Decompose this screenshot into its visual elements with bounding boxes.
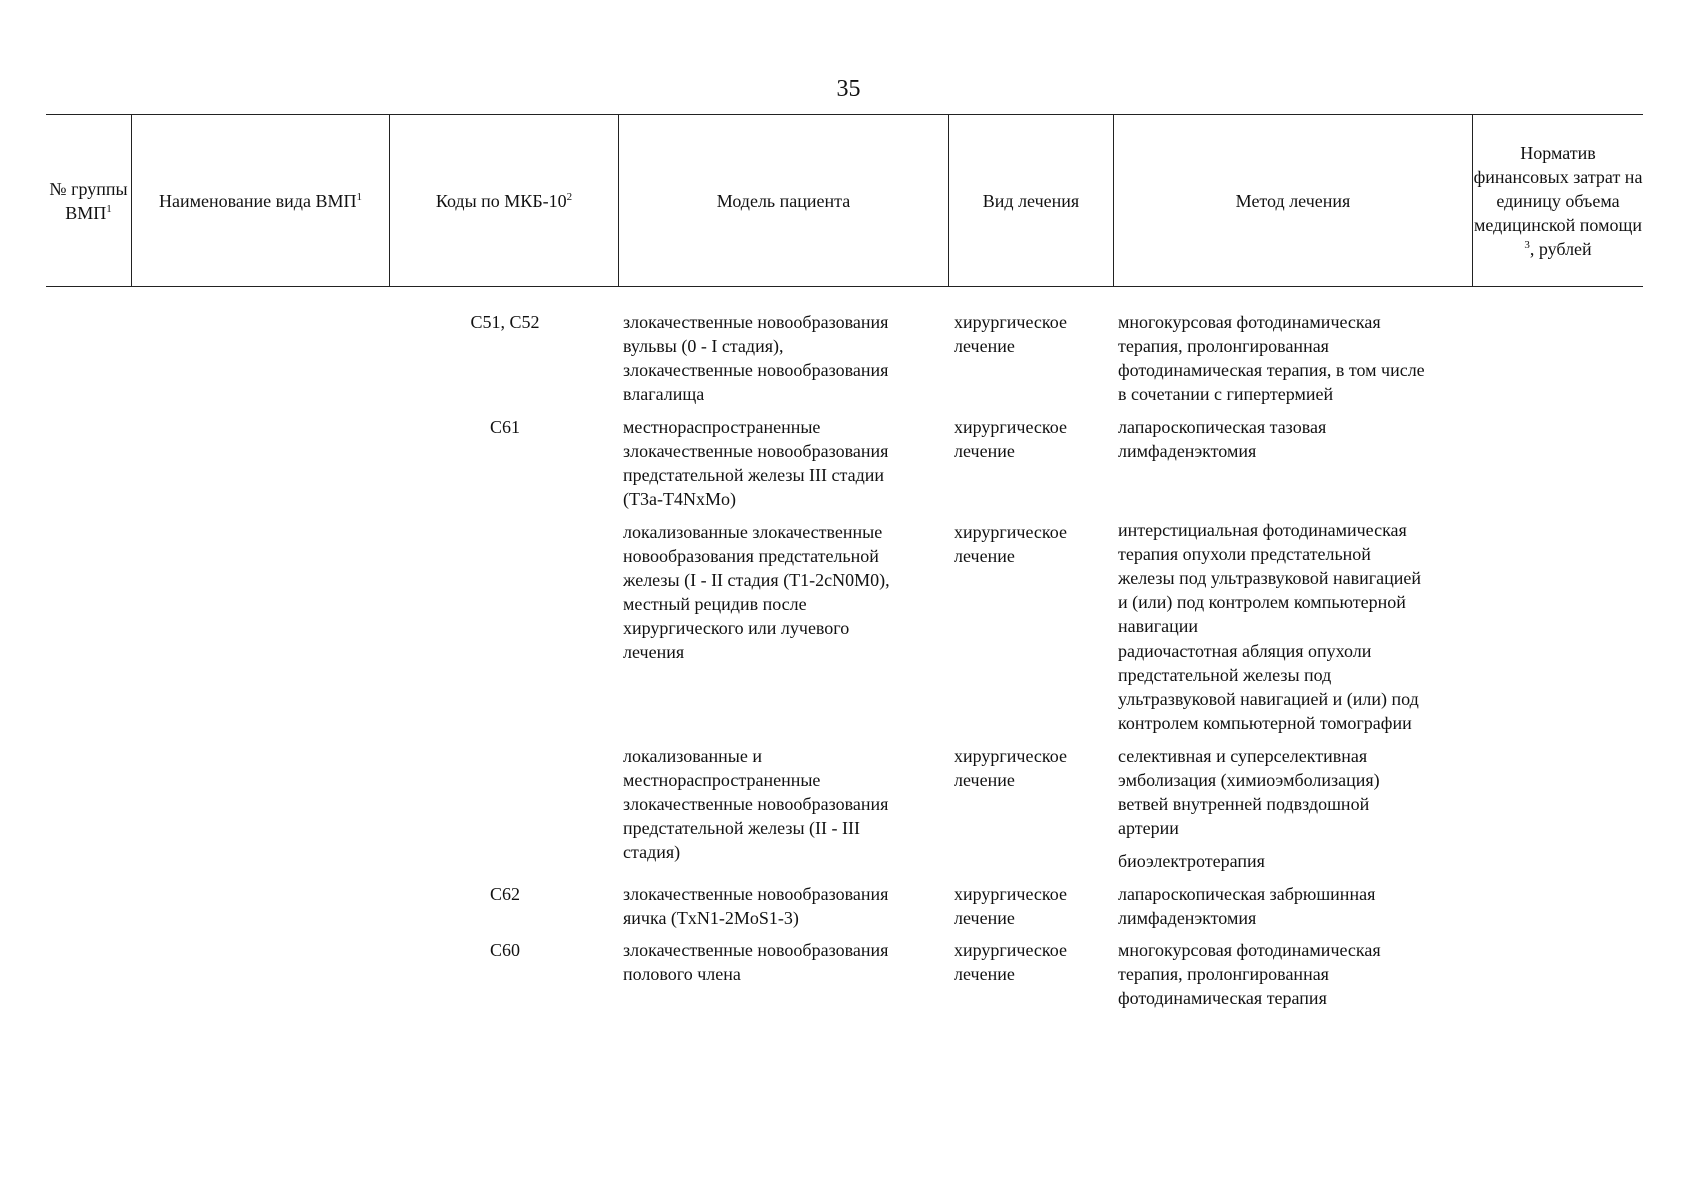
header-treatment-type-label: Вид лечения xyxy=(982,190,1080,211)
table-cell-code: C62 xyxy=(489,884,520,904)
table-cell-treatment-type: хирургическое лечение xyxy=(954,522,1067,566)
header-vmp-name-label: Наименование вида ВМП xyxy=(159,190,357,211)
header-icd-codes-label: Коды по МКБ-10 xyxy=(435,190,567,211)
footnote-marker: 1 xyxy=(106,202,112,215)
table-cell-code: C61 xyxy=(489,417,520,437)
footnote-marker: 2 xyxy=(566,190,573,203)
header-cost-norm xyxy=(1473,115,1643,286)
table-cell-treatment-type: хирургическое лечение xyxy=(954,312,1067,356)
table-cell-patient-model: локализованные и местнораспространенные злокачественные новообразования предстательной железы (II - III стадия) xyxy=(623,746,889,862)
table-cell-treatment-type: хирургическое лечение xyxy=(954,746,1067,790)
table-cell-treatment-method: радиочастотная абляция опухоли предстательной железы под ультразвуковой навигацией и (или) под контролем компьютерной томографии xyxy=(1118,641,1419,733)
table-cell-treatment-method: многокурсовая фотодинамическая терапия, пролонгированная фотодинамическая терапия, в том числе в сочетании с гипертермией xyxy=(1118,312,1425,404)
header-icd-codes xyxy=(390,115,619,286)
table-header xyxy=(46,114,1643,287)
table-cell-patient-model: злокачественные новообразования полового члена xyxy=(623,940,889,984)
header-cost-norm-label: Норматив финансовых затрат на единицу объема медицинской помощи xyxy=(1473,142,1643,235)
footnote-marker: 3 xyxy=(1524,238,1530,251)
table-cell-treatment-method: интерстициальная фотодинамическая терапия опухоли предстательной железы под ультразвуковой навигацией и (или) под контролем компьютерной навигации xyxy=(1118,520,1421,636)
header-cost-norm-unit: , рублей xyxy=(1529,238,1592,259)
table-cell-treatment-method: многокурсовая фотодинамическая терапия, пролонгированная фотодинамическая терапия xyxy=(1118,940,1381,1008)
header-treatment-method xyxy=(1114,115,1473,286)
header-group-number-label: № группы ВМП xyxy=(49,178,128,223)
table-cell-treatment-type: хирургическое лечение xyxy=(954,884,1067,928)
table-cell-patient-model: локализованные злокачественные новообразования предстательной железы (I - II стадия (T1-2cN0M0), местный рецидив после хирургического или лучевого лечения xyxy=(623,522,890,662)
page-number: 35 xyxy=(836,76,861,102)
table-cell-treatment-method: лапароскопическая тазовая лимфаденэктомия xyxy=(1118,417,1327,461)
table-cell-code: C60 xyxy=(489,940,520,960)
table-cell-treatment-type: хирургическое лечение xyxy=(954,417,1067,461)
header-treatment-method-label: Метод лечения xyxy=(1235,190,1351,211)
table-cell-treatment-method: лапароскопическая забрюшинная лимфаденэктомия xyxy=(1118,884,1376,928)
table-cell-patient-model: злокачественные новообразования вульвы (0 - I стадия), злокачественные новообразования влагалища xyxy=(623,312,889,404)
table-cell-patient-model: злокачественные новообразования яичка (TxN1-2MoS1-3) xyxy=(623,884,889,928)
header-patient-model-label: Модель пациента xyxy=(716,190,851,211)
header-treatment-type xyxy=(949,115,1114,286)
header-group-number xyxy=(46,115,132,286)
table-cell-treatment-type: хирургическое лечение xyxy=(954,940,1067,984)
table-cell-patient-model: местнораспространенные злокачественные новообразования предстательной железы III стадии (T3a-T4NxMo) xyxy=(623,417,889,509)
table-cell-code: C51, C52 xyxy=(470,312,540,332)
header-vmp-name xyxy=(132,115,390,286)
table-cell-treatment-method: биоэлектротерапия xyxy=(1118,851,1265,871)
footnote-marker: 1 xyxy=(356,190,362,203)
header-patient-model xyxy=(619,115,949,286)
table-cell-treatment-method: селективная и суперселективная эмболизация (химиоэмболизация) ветвей внутренней подвздошной артерии xyxy=(1118,746,1380,838)
